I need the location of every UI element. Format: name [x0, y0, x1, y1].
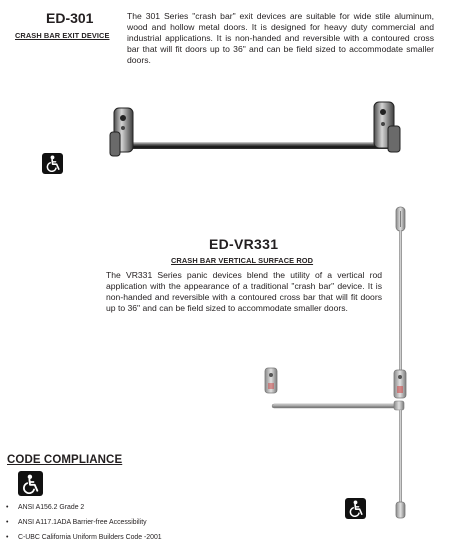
compliance-item: • C-UBC California Uniform Builders Code -2001 [5, 530, 162, 545]
edvr331-subtitle: CRASH BAR VERTICAL SURFACE ROD [171, 256, 314, 265]
ed301-description: The 301 Series "crash bar" exit devices are suitable for wide stile aluminum, wood and hollow metal doors. It is designed for heavy duty commercial and industrial applications. It is non-handed and reversible with a contoured cross bar that will fit doors up to 36" and can be field sized to accommodate smaller doors. [127, 11, 434, 65]
edvr331-bottom-latch [396, 502, 405, 518]
ed301-crash-bar-image [100, 96, 410, 168]
ed301-left-end-case [110, 108, 133, 156]
edvr331-description: The VR331 Series panic devices blend the utility of a vertical rod application with the appearance of a traditional "crash bar" device. It is non-handed and reversible with a contoured cross bar that will fit doors up to 36" and can be field sized to accommodate smaller doors. [106, 270, 382, 313]
compliance-list [5, 500, 162, 545]
code-compliance-title: CODE COMPLIANCE [7, 454, 123, 466]
compliance-wheelchair-icon [18, 471, 43, 496]
ed301-subtitle: CRASH BAR EXIT DEVICE [15, 31, 110, 40]
edvr331-top-latch [396, 207, 405, 231]
compliance-item: • ANSI A156.2 Grade 2 [5, 500, 162, 515]
edvr331-vertical-rod-image [258, 205, 418, 523]
edvr331-right-case [394, 370, 406, 398]
edvr331-wheelchair-icon [345, 498, 366, 519]
ed301-model-title: ED-301 [46, 10, 94, 26]
edvr331-model-title: ED-VR331 [209, 236, 279, 252]
edvr331-left-case [265, 368, 277, 393]
ed301-wheelchair-icon [42, 153, 63, 174]
compliance-item: • ANSI A117.1ADA Barrier-free Accessibility [5, 515, 162, 530]
ed301-right-end-case [374, 102, 400, 152]
